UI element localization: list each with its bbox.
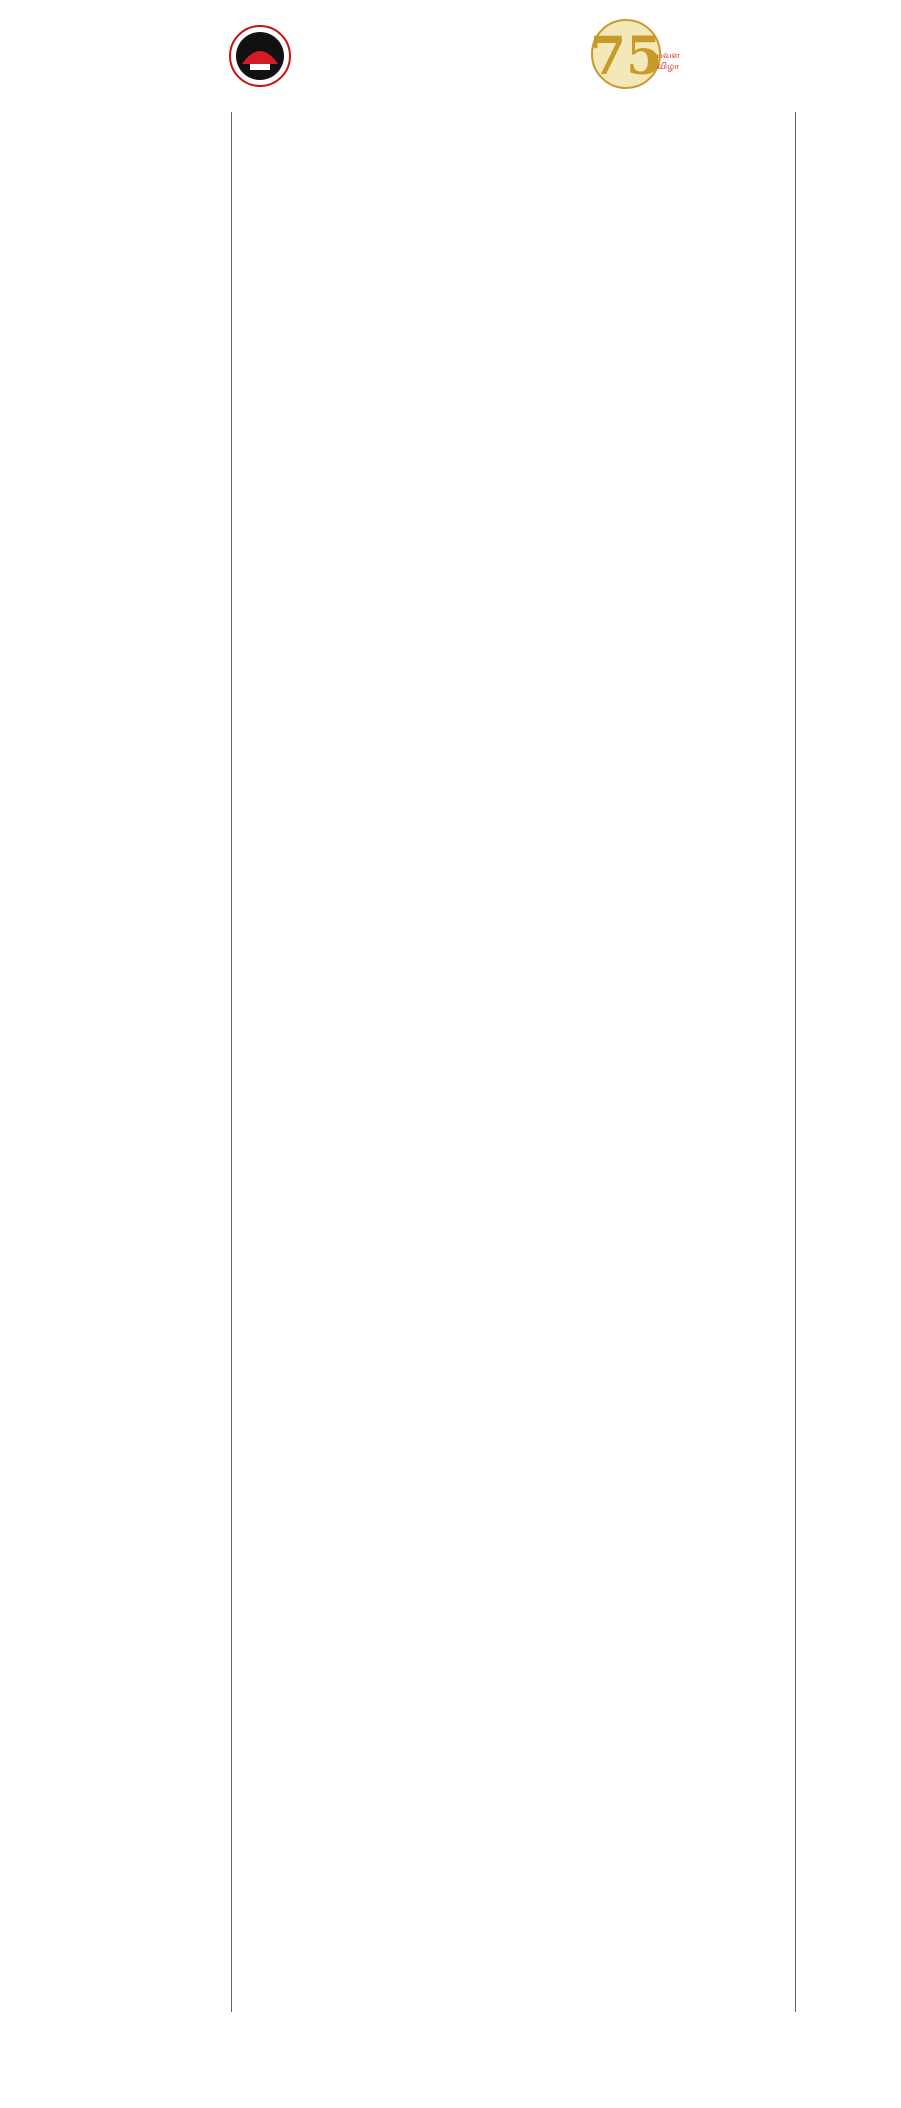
svg-text:பவள: பவள <box>656 51 680 61</box>
column-rule <box>231 112 232 2012</box>
anniversary-logo <box>586 8 682 98</box>
svg-text:75: 75 <box>589 26 663 87</box>
main-column <box>238 112 786 2016</box>
masthead-title <box>296 18 596 82</box>
column-rule <box>795 112 796 2012</box>
left-column <box>0 112 226 2012</box>
masthead-subtitle <box>330 82 560 94</box>
masthead <box>0 0 901 112</box>
right-column <box>804 112 901 2012</box>
svg-text:விழா: விழா <box>656 62 680 72</box>
party-emblem-icon <box>228 24 292 88</box>
